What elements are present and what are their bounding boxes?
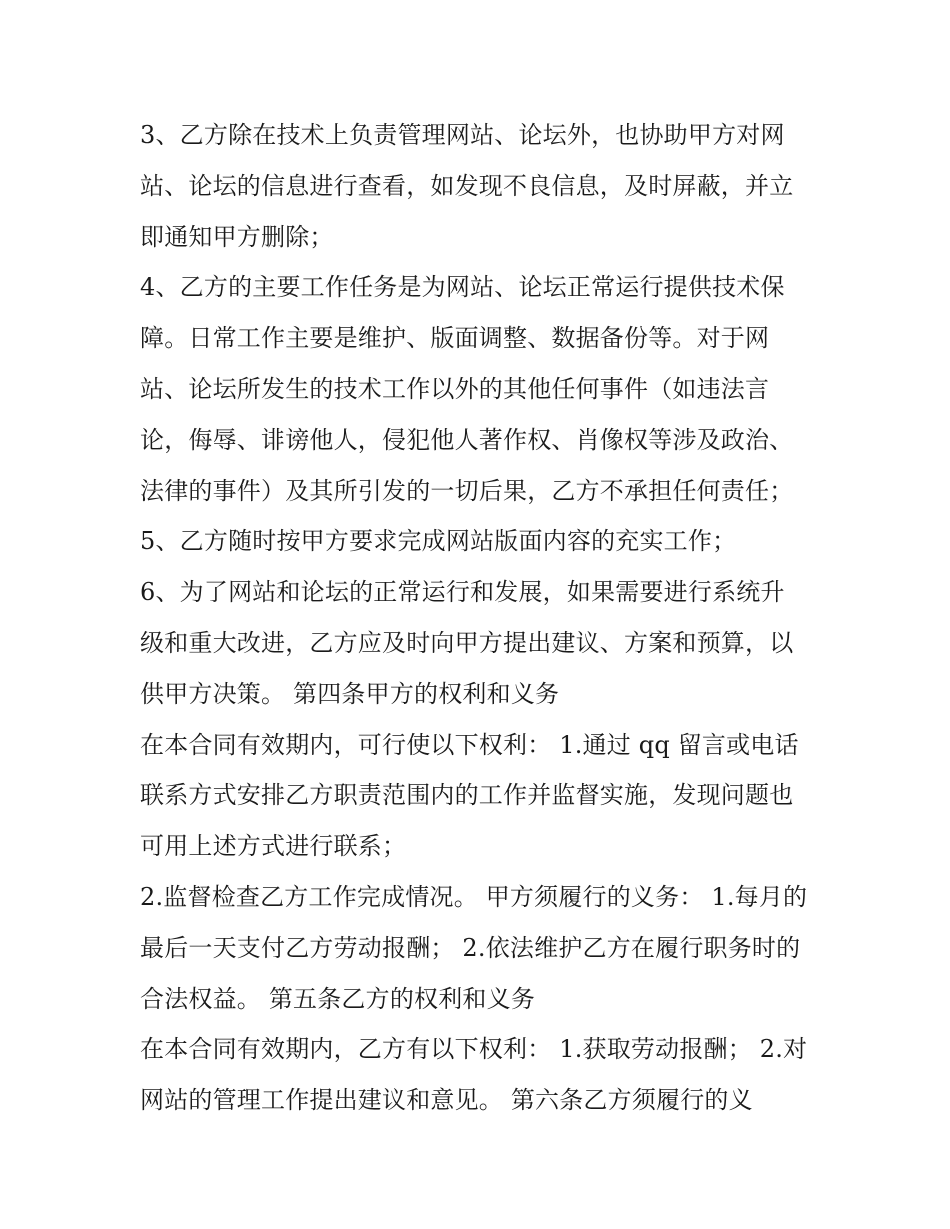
- text-line: 法律的事件）及其所引发的一切后果，乙方不承担任何责任；: [140, 476, 794, 505]
- text-line: 站、论坛的信息进行查看，如发现不良信息，及时屏蔽，并立: [140, 171, 794, 200]
- text-line: 障。日常工作主要是维护、版面调整、数据备份等。对于网: [140, 324, 770, 353]
- paragraph-party-a-obligations: [140, 872, 820, 1024]
- paragraph-party-a-rights: [140, 720, 820, 872]
- text-line: 即通知甲方删除；: [140, 222, 334, 251]
- text-line: 4、乙方的主要工作任务是为网站、论坛正常运行提供技术保: [140, 273, 785, 302]
- text-line: 3、乙方除在技术上负责管理网站、论坛外，也协助甲方对网: [140, 121, 785, 149]
- text-line: 2.监督检查乙方工作完成情况。 甲方须履行的义务： 1.每月的: [140, 882, 808, 911]
- text-line: 可用上述方式进行联系；: [140, 832, 407, 861]
- text-line: 在本合同有效期内，乙方有以下权利： 1.获取劳动报酬； 2.对: [140, 1035, 808, 1064]
- text-line: 最后一天支付乙方劳动报酬； 2.依法维护乙方在履行职务时的: [140, 933, 801, 962]
- text-line: 网站的管理工作提出建议和意见。 第六条乙方须履行的义: [140, 1086, 753, 1115]
- text-line: 在本合同有效期内，可行使以下权利： 1.通过 qq 留言或电话: [140, 730, 799, 759]
- text-line: 5、乙方随时按甲方要求完成网站版面内容的充实工作；: [140, 527, 737, 556]
- paragraph-clause-5: [140, 516, 820, 567]
- text-line: 站、论坛所发生的技术工作以外的其他任何事件（如违法言: [140, 374, 770, 403]
- paragraph-party-b-rights: [140, 1024, 820, 1126]
- document-body: [140, 110, 820, 1126]
- text-line: 6、为了网站和论坛的正常运行和发展，如果需要进行系统升: [140, 578, 785, 607]
- text-line: 级和重大改进，乙方应及时向甲方提出建议、方案和预算，以: [140, 628, 794, 657]
- paragraph-clause-3: [140, 110, 820, 262]
- text-line: 合法权益。 第五条乙方的权利和义务: [140, 984, 536, 1013]
- text-line: 论，侮辱、诽谤他人，侵犯他人著作权、肖像权等涉及政治、: [140, 425, 794, 454]
- text-line: 供甲方决策。 第四条甲方的权利和义务: [140, 679, 560, 708]
- text-line: 联系方式安排乙方职责范围内的工作并监督实施，发现问题也: [140, 781, 794, 810]
- paragraph-clause-4: [140, 262, 820, 516]
- paragraph-clause-6: [140, 567, 820, 719]
